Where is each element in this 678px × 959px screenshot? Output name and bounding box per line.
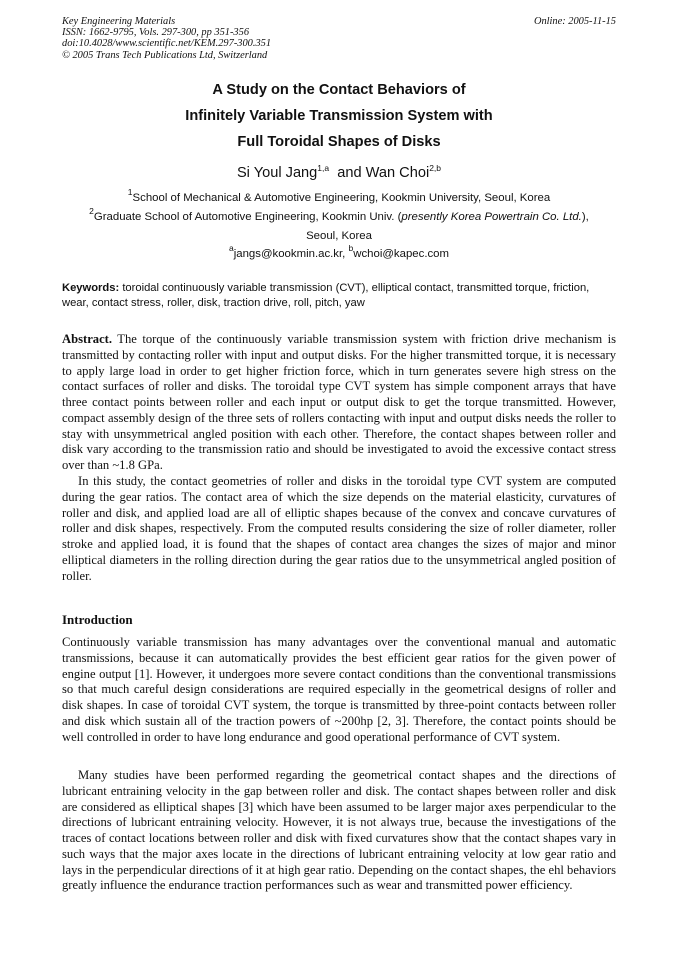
keywords-label: Keywords: <box>62 282 120 294</box>
introduction-paragraph-1: Continuously variable transmission has many advantages over the conventional manual and automatic transmissions, because it can automatically provides the best efficient gear ratios for the given power of engine output [1]. However, it undergoes more severe contact conditions than the conventional transmissions so that much careful design considerations are required especially in the geometrical designs of roller and disk shapes. In case of toroidal CVT system, the torque is transmitted by three-point contacts between roller and disk which sustain all of the traction powers of ~200hp [2, 3]. Therefore, the contact points should be well controlled in order to have long endurance and good operational performance of CVT system. <box>62 635 616 744</box>
affiliation-1 <box>62 189 616 208</box>
title-line-2: Infinitely Variable Transmission System with <box>185 108 493 124</box>
affiliation-2 <box>62 208 616 246</box>
copyright-line: © 2005 Trans Tech Publications Ltd, Switzerland <box>62 49 268 61</box>
affiliation-1-sup: 1 <box>127 187 133 197</box>
affiliation-2-end: ), <box>581 211 589 223</box>
online-date: Online: 2005-11-15 <box>533 16 616 27</box>
title-line-1: A Study on the Contact Behaviors of <box>212 82 466 98</box>
journal-header <box>62 16 616 61</box>
keywords-text: toroidal continuously variable transmission (CVT), elliptical contact, transmitted torque, friction, wear, contact stress, roller, disk, traction drive, roll, pitch, yaw <box>62 282 590 310</box>
paper-title <box>62 77 616 155</box>
issn-line: ISSN: 1662-9795, Vols. 297-300, pp 351-356 <box>62 27 250 39</box>
title-line-3: Full Toroidal Shapes of Disks <box>237 134 441 150</box>
affiliation-2-text: Graduate School of Automotive Engineering, Kookmin Univ. ( <box>93 211 402 223</box>
journal-name: Key Engineering Materials <box>62 16 176 27</box>
affiliation-2-italic: presently Korea Powertrain Co. Ltd. <box>401 211 582 223</box>
introduction-heading: Introduction <box>62 612 133 627</box>
author-2: Wan Choi <box>365 165 430 181</box>
affiliation-2-sup: 2 <box>89 206 94 216</box>
author-1-sup: 1,a <box>317 163 330 173</box>
affiliation-1-text: School of Mechanical & Automotive Engineering, Kookmin University, Seoul, Korea <box>132 192 551 204</box>
author-list <box>62 163 616 183</box>
abstract-paragraph-1 <box>62 332 616 474</box>
email-b: wchoi@kapec.com <box>353 248 449 260</box>
abstract-paragraph-2: In this study, the contact geometries of roller and disks in the toroidal type CVT system are computed during the gear ratios. The contact area of which the size depends on the material elasticity, curvatures of roller and disk, and applied load are all of elliptic shapes because of the convex and concave curvatures of roller and disk shapes, respectively. From the computed results considering the size of roller diameter, roller stroke and applied load, it is found that the shapes of contact area changes the sizes of major and minor elliptical diameters in the rolling direction during the gear ratios due to the unsymmetrical angled position of roller. <box>62 474 616 583</box>
abstract-text-1: The torque of the continuously variable transmission system with friction drive mechanism is transmitted by contacting roller with input and output disks. For the higher transmitted torque, it is necessary to apply large load in order to get higher friction force, which in turn generates severe high stress on the contact surfaces of roller and disks. The toroidal type CVT system has simple component arrays that have three contact points between roller and each input or output disk to get the torque transmitted. However, compact assembly design of the three sets of rollers contacting with input and output disks needs the roller to stay with unsymmetrical angled position with each other. Therefore, the contact shapes between roller and disk vary according to the transmission ratio and should be investigated to avoid the excessive contact stress over than ~1.8 GPa. <box>62 332 617 472</box>
author-1: Si Youl Jang <box>236 165 318 181</box>
keywords <box>62 281 616 312</box>
email-a: jangs@kookmin.ac.kr, <box>233 248 346 260</box>
affiliation-2-city: Seoul, Korea <box>306 230 372 242</box>
email-line <box>62 245 616 264</box>
doi-line: doi:10.4028/www.scientific.net/KEM.297-300.351 <box>62 38 272 50</box>
author-conjunction: and <box>337 165 362 181</box>
email-a-sup: a <box>229 243 234 253</box>
email-b-sup: b <box>348 243 354 253</box>
abstract-label: Abstract. <box>62 332 113 346</box>
introduction-paragraph-2: Many studies have been performed regarding the geometrical contact shapes and the directions of lubricant entraining velocity in the gap between roller and disk. The contact shapes between roller and disk are considered as elliptical shapes [3] which have been assumed to be larger major axes perpendicular to the directions of lubricant entraining velocity. However, it is not always true, because the investigations of the traces of contact locations between roller and disk with fixed curvatures show that the contact shapes vary in such ways that the major axes locate in the directions of lubricant entraining velocity at low gear ratio and lays in the perpendicular directions of it at high gear ratio. Depending on the contact shapes, the ehl behaviors greatly influence the endurance traction performances such as wear and transmitted power efficiency. <box>62 768 616 893</box>
author-2-sup: 2,b <box>429 163 442 173</box>
